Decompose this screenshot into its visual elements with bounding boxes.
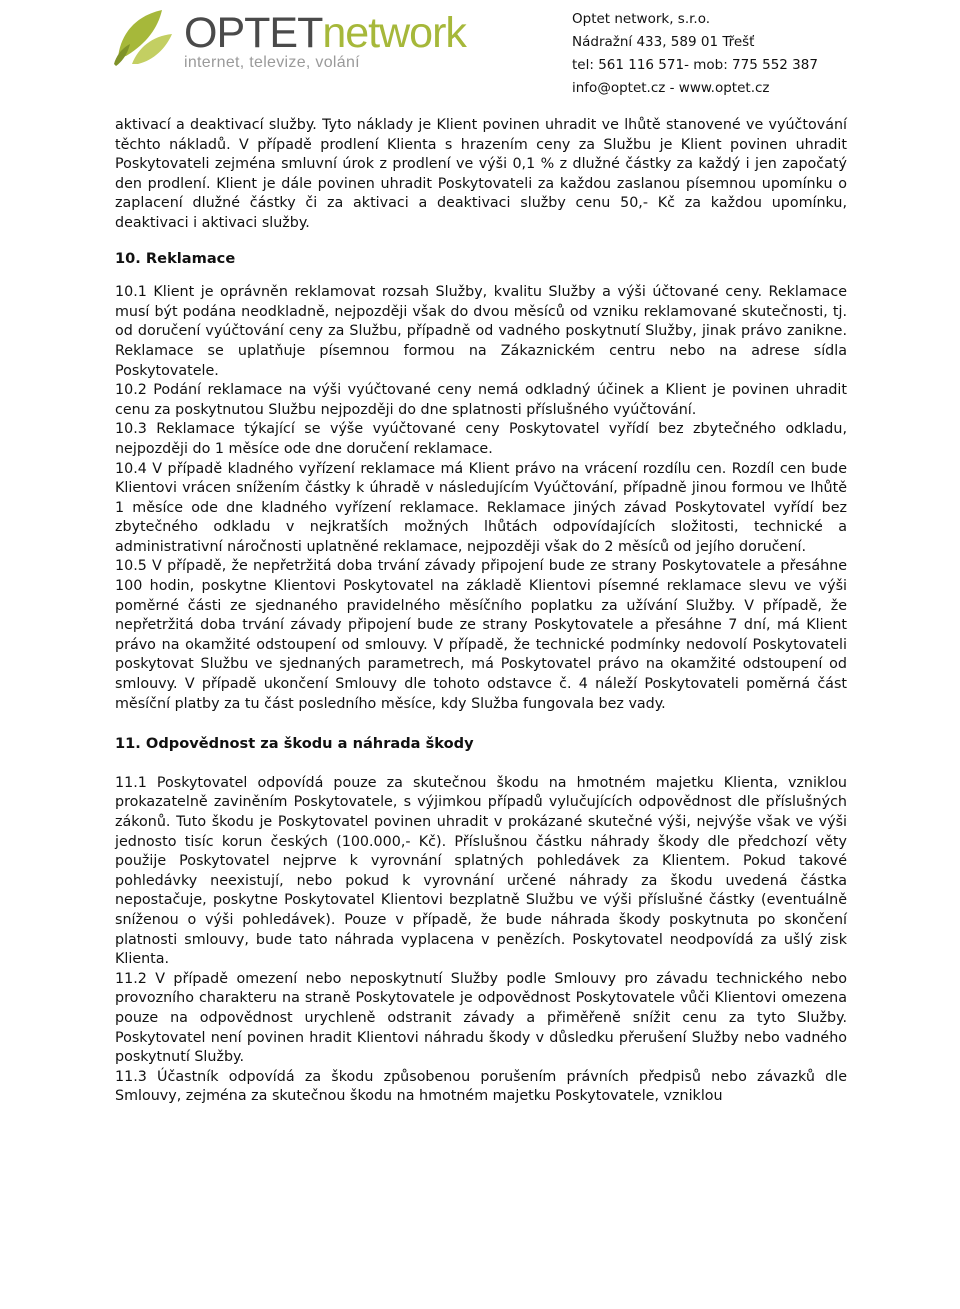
- section-11-heading: 11. Odpovědnost za škodu a náhrada škody: [115, 735, 474, 753]
- paragraph-11-2: 11.2 V případě omezení nebo neposkytnutí Služby podle Smlouvy pro závadu technického nebo provozního charakteru na straně Poskytovatele je odpovědnost Poskytovatele vůči Klientovi omezena pouze na odpovědnost urychleně odstranit závady a přiměřeně snížit cenu za tyto Služby. Poskytovatel není povinen hradit Klientovi náhradu škody v důsledku přerušení Služby nebo vadného poskytnutí Služby.: [115, 970, 847, 1066]
- company-contact-block: [572, 8, 818, 100]
- logo-title-optet: OPTET: [184, 9, 323, 57]
- logo-title: [184, 10, 466, 56]
- paragraph-10-2: 10.2 Podání reklamace na výši vyúčtované ceny nemá odkladný účinek a Klient je povinen uhradit cenu za poskytnutou Službu nejpozději do dne splatnosti příslušného vyúčtování.: [115, 382, 847, 418]
- section-10-heading: 10. Reklamace: [115, 249, 236, 267]
- leaf-logo-icon: [112, 6, 176, 70]
- paragraph-11-1: 11.1 Poskytovatel odpovídá pouze za skutečnou škodu na hmotném majetku Klienta, vzniklou prokazatelně zaviněním Poskytovatele, s výjimkou případů vylučujících odpovědnost dle příslušných zákonů. Tuto škodu je Poskytovatel povinen uhradit v prokázané skutečné výši, nejvýše však ve výši jednosto tisíc korun českých (100.000,- Kč). Příslušnou částku náhrady škody dle předchozí věty použije Poskytovatel nejprve k vyrovnání splatných pohledávek za Klientem. Pokud takové pohledávky neexistují, nebo pokud k vyrovnání určené náhrady za škodu uvedená částka nepostačuje, poskytne Poskytovatel Klientovi bezplatně Službu ve výši příslušné částky (eventuálně sníženou o výši pohledávek). Pouze v případě, že bude náhrada škody poskytnuta po skončení platnosti smlouvy, bude tato náhrada vyplacena v penězích. Poskytovatel neodpovídá za ušlý zisk Klienta.: [115, 774, 847, 968]
- logo-wordmark: [184, 10, 466, 72]
- paragraph-10-3: 10.3 Reklamace týkající se výše vyúčtované ceny Poskytovatel vyřídí bez zbytečného odkladu, nejpozději do 1 měsíce ode dne doručení reklamace.: [115, 421, 847, 457]
- logo-title-network: network: [322, 9, 466, 57]
- document-body: [115, 116, 847, 1107]
- paragraph-10-4: 10.4 V případě kladného vyřízení reklamace má Klient právo na vrácení rozdílu cen. Rozdíl cen bude Klientovi vrácen snížením částky k úhradě v následujícím Vyúčtování, případně jinou formou ve lhůtě 1 měsíce ode dne kladného vyřízení reklamace. Reklamace jiných závad Poskytovatel vyřídí bez zbytečného odkladu v nejkratších možných lhůtách odpovídajících složitosti, technické a administrativní náročnosti uplatněné reklamace, nejpozději však do 2 měsíců od jejího doručení.: [115, 460, 847, 555]
- paragraph-10-5: 10.5 V případě, že nepřetržitá doba trvání závady připojení bude ze strany Poskytovatele a přesáhne 100 hodin, poskytne Klientovi Poskytovatel na základě Klientovi písemné reklamace slevu ve výši poměrné části ze sjednaného pravidelného měsíčního poplatku za užívání Služby. V případě, že nepřetržitá doba trvání závady připojení bude ze strany Poskytovatele a přesáhne 7 dní, má Klient právo na okamžité odstoupení od smlouvy. V případě, že technické podmínky nedovolí Poskytovateli poskytovat Službu ve sjednaných parametrech, má Poskytovatel právo na okamžité odstoupení od smlouvy. V případě ukončení Smlouvy dle tohoto odstavce č. 4 náleží Poskytovateli poměrná část měsíční platby za tu část posledního měsíce, kdy Služba fungovala bez vady.: [115, 558, 847, 712]
- company-phone: tel: 561 116 571- mob: 775 552 387: [572, 57, 818, 73]
- company-address: Nádražní 433, 589 01 Třešť: [572, 34, 755, 50]
- company-name: Optet network, s.r.o.: [572, 11, 711, 27]
- page-header: [0, 0, 960, 110]
- paragraph-11-3: 11.3 Účastník odpovídá za škodu způsobenou porušením právních předpisů nebo závazků dle Smlouvy, zejména za skutečnou škodu na hmotném majetku Poskytovatele, vzniklou: [115, 1068, 847, 1105]
- logo-tagline: internet, televize, volání: [184, 54, 360, 71]
- paragraph-10-1: 10.1 Klient je oprávněn reklamovat rozsah Služby, kvalitu Služby a výši účtované ceny. Reklamace musí být podána neodkladně, nejpozději však do dvou měsíců od vzniku reklamované skutečnosti, tj. od doručení vyúčtování ceny za Službu, případně od vadného poskytnutí Služby, jinak právo zanikne. Reklamace se uplatňuje písemnou formou na Zákaznickém centru nebo na adrese sídla Poskytovatele.: [115, 284, 847, 379]
- company-email-web: info@optet.cz - www.optet.cz: [572, 80, 770, 96]
- intro-paragraph: aktivací a deaktivací služby. Tyto náklady je Klient povinen uhradit ve lhůtě stanovené ve vyúčtování těchto nákladů. V případě prodlení Klienta s hrazením ceny za Službu je Klient povinen uhradit Poskytovateli zejména smluvní úrok z prodlení ve výši 0,1 % z dlužné částky za každý i jen započatý den prodlení. Klient je dále povinen uhradit Poskytovateli za každou zaslanou písemnou upomínku o zaplacení dlužné částky či za aktivaci a deaktivaci služby cenu 50,- Kč za každou upomínku, deaktivaci i aktivaci služby.: [115, 117, 847, 231]
